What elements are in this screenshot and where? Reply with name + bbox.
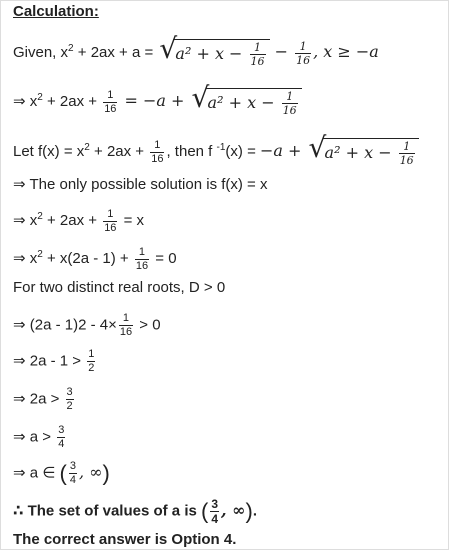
fraction: $\frac{1}{2}$	[88, 348, 95, 374]
minus: −	[269, 41, 294, 61]
inequality-line: ⇒ a > $\frac{3}{4}$	[13, 424, 65, 450]
rearranged-equation-line	[13, 88, 302, 116]
fraction: $\frac{1}{16}$	[250, 41, 265, 68]
answer-line: The correct answer is Option 4.	[13, 531, 237, 548]
fraction: $\frac{1}{16}$	[119, 312, 133, 338]
exponent: 2	[84, 141, 90, 153]
square-root: √ a² + x − $\frac{1}{16}$	[309, 138, 419, 166]
fraction: $\frac{1}{16}$	[151, 138, 164, 165]
inverse-exponent: -1	[216, 141, 226, 153]
inequality-line: ⇒ 2a - 1 > $\frac{1}{2}$	[13, 348, 95, 374]
interval-line: ⇒ a ∈ ( $\frac{3}{4}$ , ∞)	[13, 460, 110, 486]
exponent: 2	[68, 42, 74, 54]
function-definition-line	[13, 138, 419, 166]
text: −a +	[260, 140, 307, 160]
square-root: √ a² + x − $\frac{1}{16}$	[192, 88, 302, 116]
fraction: $\frac{3}{4}$	[58, 424, 65, 450]
given-equation-line	[13, 39, 379, 67]
discriminant-line: ⇒ (2a - 1)2 - 4× $\frac{1}{16}$ > 0	[13, 312, 161, 338]
text: + 2ax +	[89, 142, 149, 160]
text: , then f	[166, 142, 217, 160]
quadratic-line: ⇒ $x^2 + x(2a - 1)$ + $\frac{1}{16}$ = 0	[13, 245, 177, 272]
text: Let f(x) = x	[13, 142, 85, 160]
fraction: $\frac{1}{16}$	[104, 88, 117, 115]
conclusion-line: ∴ The set of values of a is ( $\frac{3}{4}$ , ∞).	[13, 497, 257, 526]
square-root	[159, 39, 269, 67]
text: = −a +	[119, 90, 190, 110]
text: ⇒ x	[13, 92, 38, 110]
calculation-heading: Calculation:	[13, 3, 99, 20]
fraction: $\frac{1}{16}$	[296, 39, 311, 67]
condition: , x ≥ −a	[313, 41, 379, 61]
equation-line: ⇒ $x^2 + 2ax$ + $\frac{1}{16}$ = x	[13, 207, 145, 234]
text: Given, x	[13, 43, 69, 61]
inequality-line: ⇒ 2a > $\frac{3}{2}$	[13, 386, 73, 412]
text: + 2ax + a =	[73, 43, 158, 61]
text: + 2ax +	[42, 92, 102, 110]
fraction: $\frac{3}{2}$	[66, 386, 73, 412]
fraction: $\frac{1}{16}$	[135, 245, 149, 272]
text: (x) =	[225, 142, 261, 160]
solution-statement-line: ⇒ The only possible solution is f(x) = x	[13, 176, 268, 193]
fraction: $\frac{3}{4}$	[69, 460, 76, 486]
exponent: 2	[37, 91, 43, 103]
fraction: $\frac{1}{16}$	[104, 207, 117, 234]
radicand: a² + x −	[175, 44, 248, 63]
distinct-roots-line: For two distinct real roots, D > 0	[13, 279, 226, 296]
fraction: $\frac{3}{4}$	[211, 497, 219, 526]
